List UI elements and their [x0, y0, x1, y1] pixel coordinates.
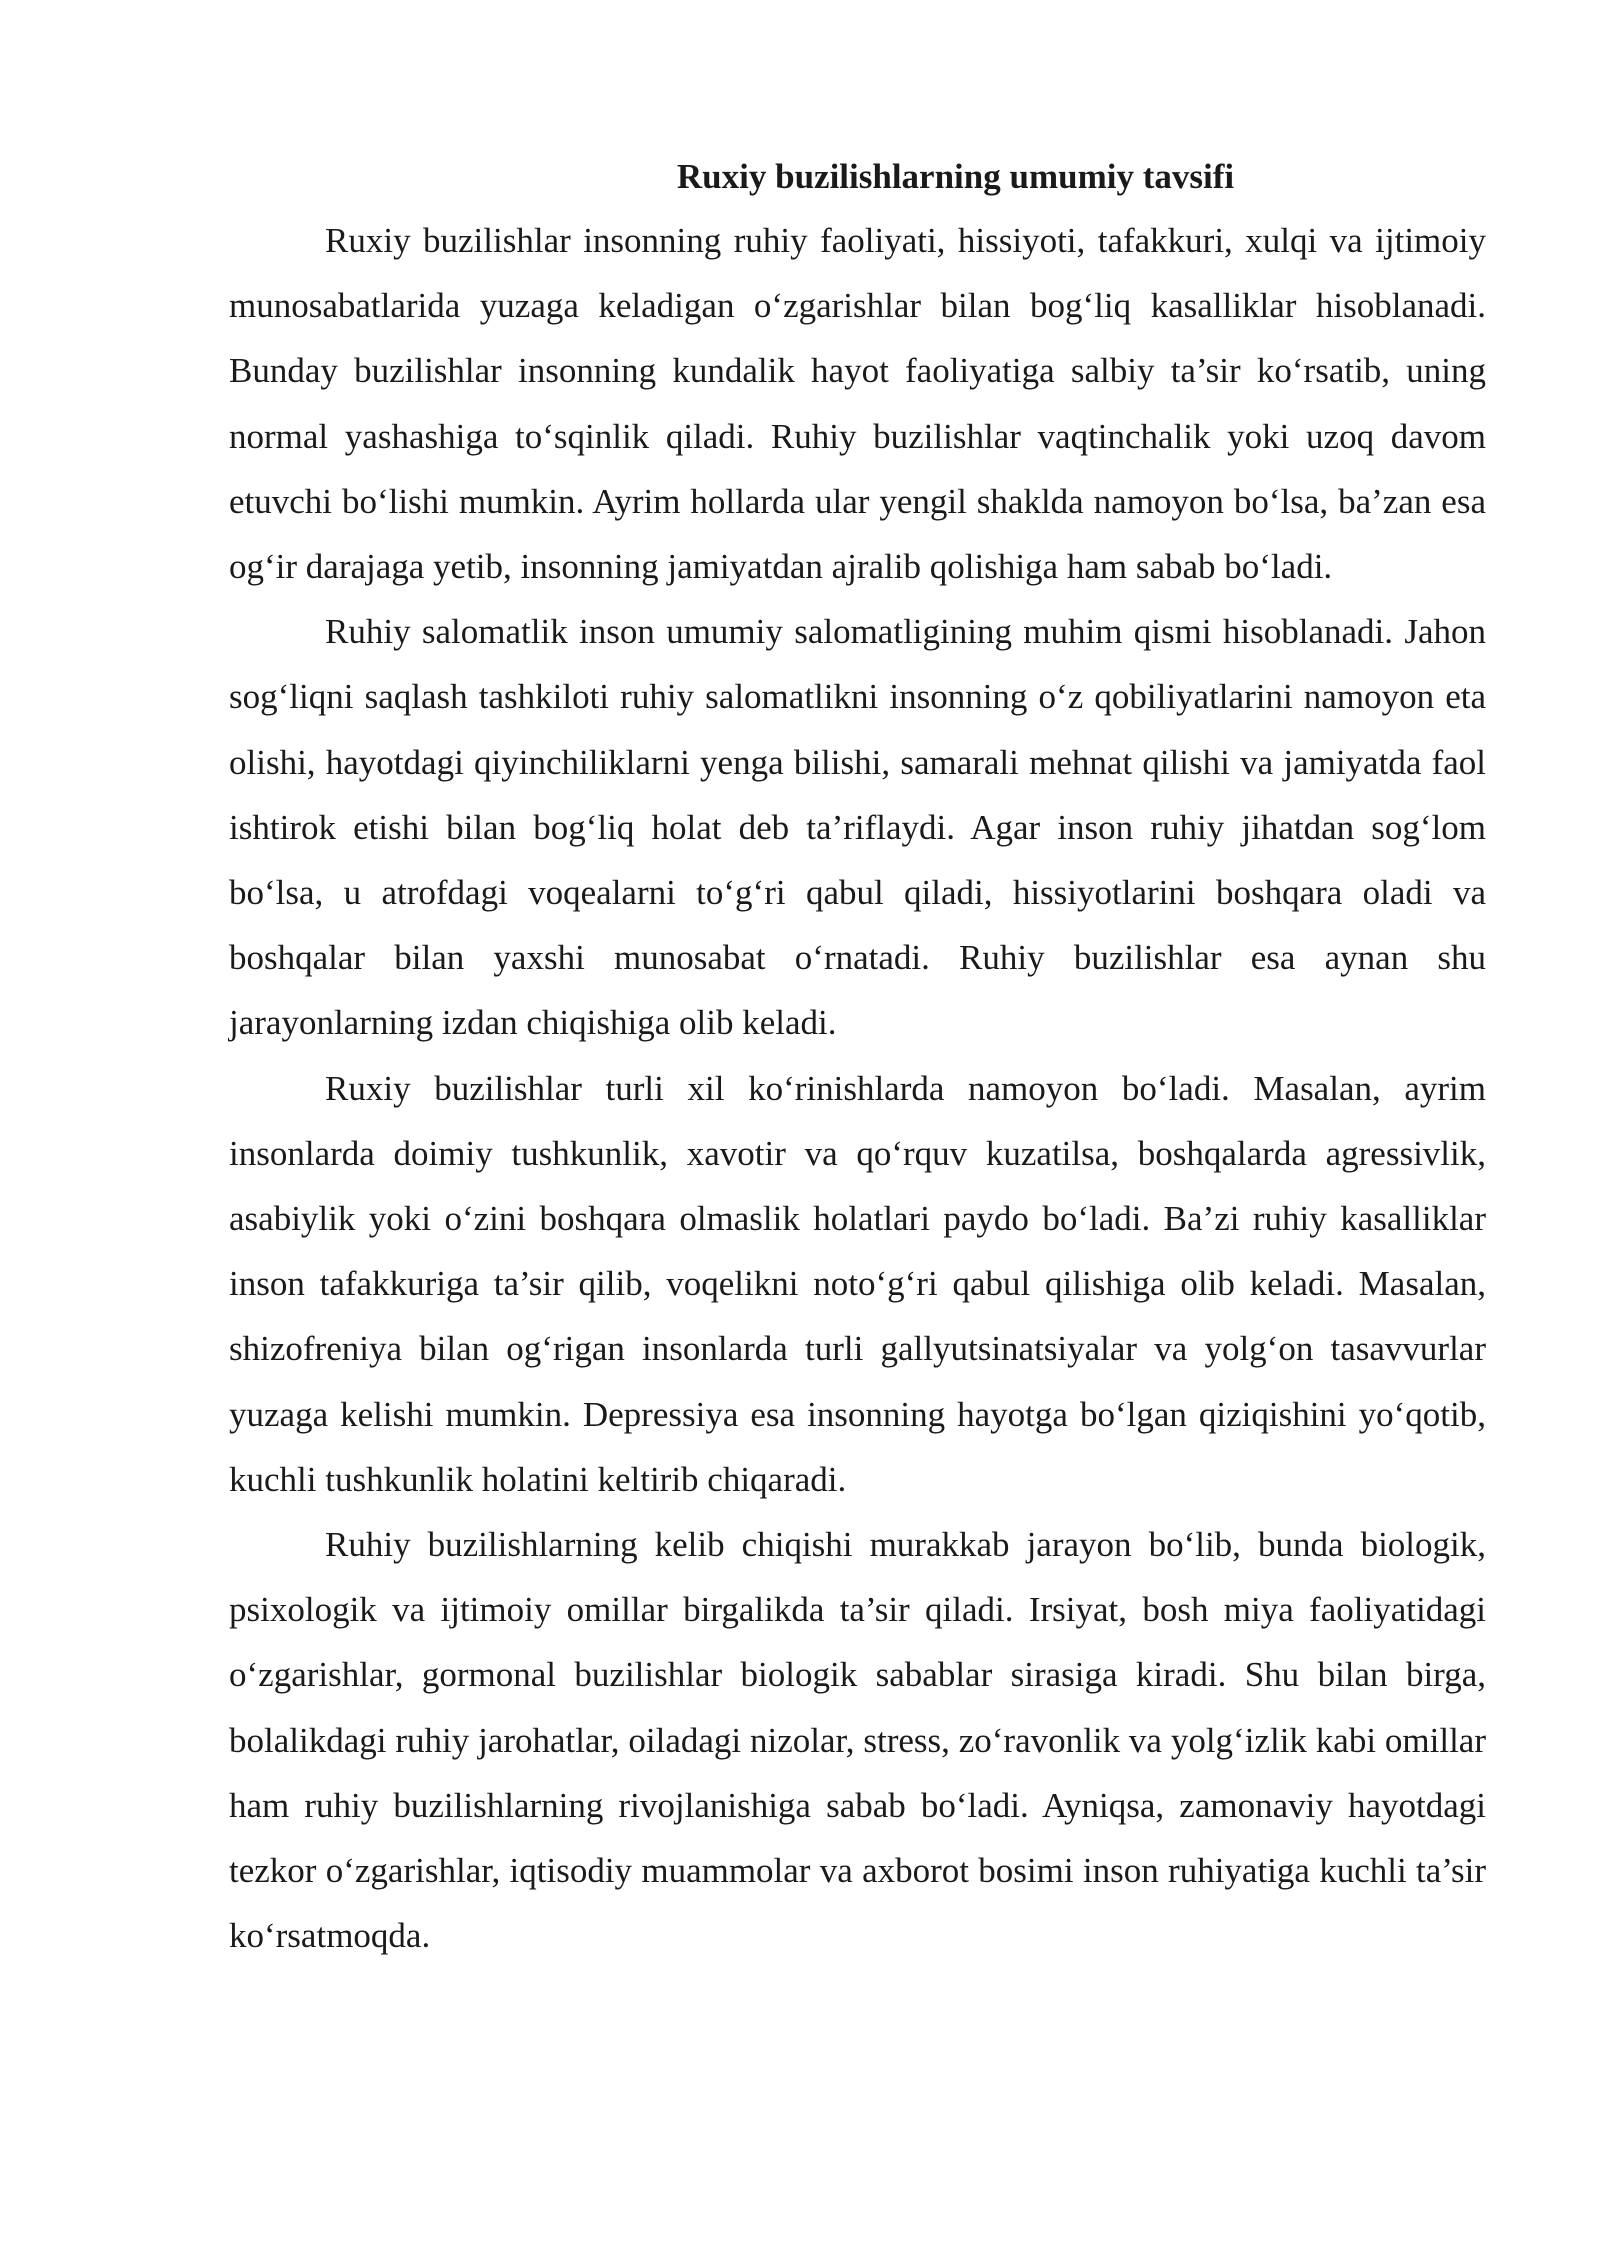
paragraph-2: Ruhiy salomatlik inson umumiy salomatligining muhim qismi hisoblanadi. Jahon sog‘liqni saqlash tashkiloti ruhiy salomatlikni insonning o‘z qobiliyatlarini namoyon eta olishi, hayotdagi qiyinchiliklarni yenga bilishi, samarali mehnat qilishi va jamiyatda faol ishtirok etishi bilan bog‘liq holat deb ta’riflaydi. Agar inson ruhiy jihatdan sog‘lom bo‘lsa, u atrofdagi voqealarni to‘g‘ri qabul qiladi, hissiyotlarini boshqara oladi va boshqalar bilan yaxshi munosabat o‘rnatadi. Ruhiy buzilishlar esa aynan shu jarayonlarning izdan chiqishiga olib keladi. — [229, 612, 1486, 1043]
document-body — [229, 146, 1486, 1968]
paragraph-4: Ruhiy buzilishlarning kelib chiqishi murakkab jarayon bo‘lib, bunda biologik, psixologik va ijtimoiy omillar birgalikda ta’sir qiladi. Irsiyat, bosh miya faoliyatidagi o‘zgarishlar, gormonal buzilishlar biologik sabablar sirasiga kiradi. Shu bilan birga, bolalikdagi ruhiy jarohatlar, oiladagi nizolar, stress, zo‘ravonlik va yolg‘izlik kabi omillar ham ruhiy buzilishlarning rivojlanishiga sabab bo‘ladi. Ayniqsa, zamonaviy hayotdagi tezkor o‘zgarishlar, iqtisodiy muammolar va axborot bosimi inson ruhiyatiga kuchli ta’sir ko‘rsatmoqda. — [229, 1525, 1486, 1956]
paragraph-1: Ruxiy buzilishlar insonning ruhiy faoliyati, hissiyoti, tafakkuri, xulqi va ijtimoiy munosabatlarida yuzaga keladigan o‘zgarishlar bilan bog‘liq kasalliklar hisoblanadi. Bunday buzilishlar insonning kundalik hayot faoliyatiga salbiy ta’sir ko‘rsatib, uning normal yashashiga to‘sqinlik qiladi. Ruhiy buzilishlar vaqtinchalik yoki uzoq davom etuvchi bo‘lishi mumkin. Ayrim hollarda ular yengil shaklda namoyon bo‘lsa, ba’zan esa og‘ir darajaga yetib, insonning jamiyatdan ajralib qolishiga ham sabab bo‘ladi. — [229, 221, 1486, 587]
paragraph-3: Ruxiy buzilishlar turli xil ko‘rinishlarda namoyon bo‘ladi. Masalan, ayrim insonlarda doimiy tushkunlik, xavotir va qo‘rquv kuzatilsa, boshqalarda agressivlik, asabiylik yoki o‘zini boshqara olmaslik holatlari paydo bo‘ladi. Ba’zi ruhiy kasalliklar inson tafakkuriga ta’sir qilib, voqelikni noto‘g‘ri qabul qilishiga olib keladi. Masalan, shizofreniya bilan og‘rigan insonlarda turli gallyutsinatsiyalar va yolg‘on tasavvurlar yuzaga kelishi mumkin. Depressiya esa insonning hayotga bo‘lgan qiziqishini yo‘qotib, kuchli tushkunlik holatini keltirib chiqaradi. — [229, 1068, 1486, 1499]
document-title: Ruxiy buzilishlarning umumiy tavsifi — [676, 157, 1235, 196]
